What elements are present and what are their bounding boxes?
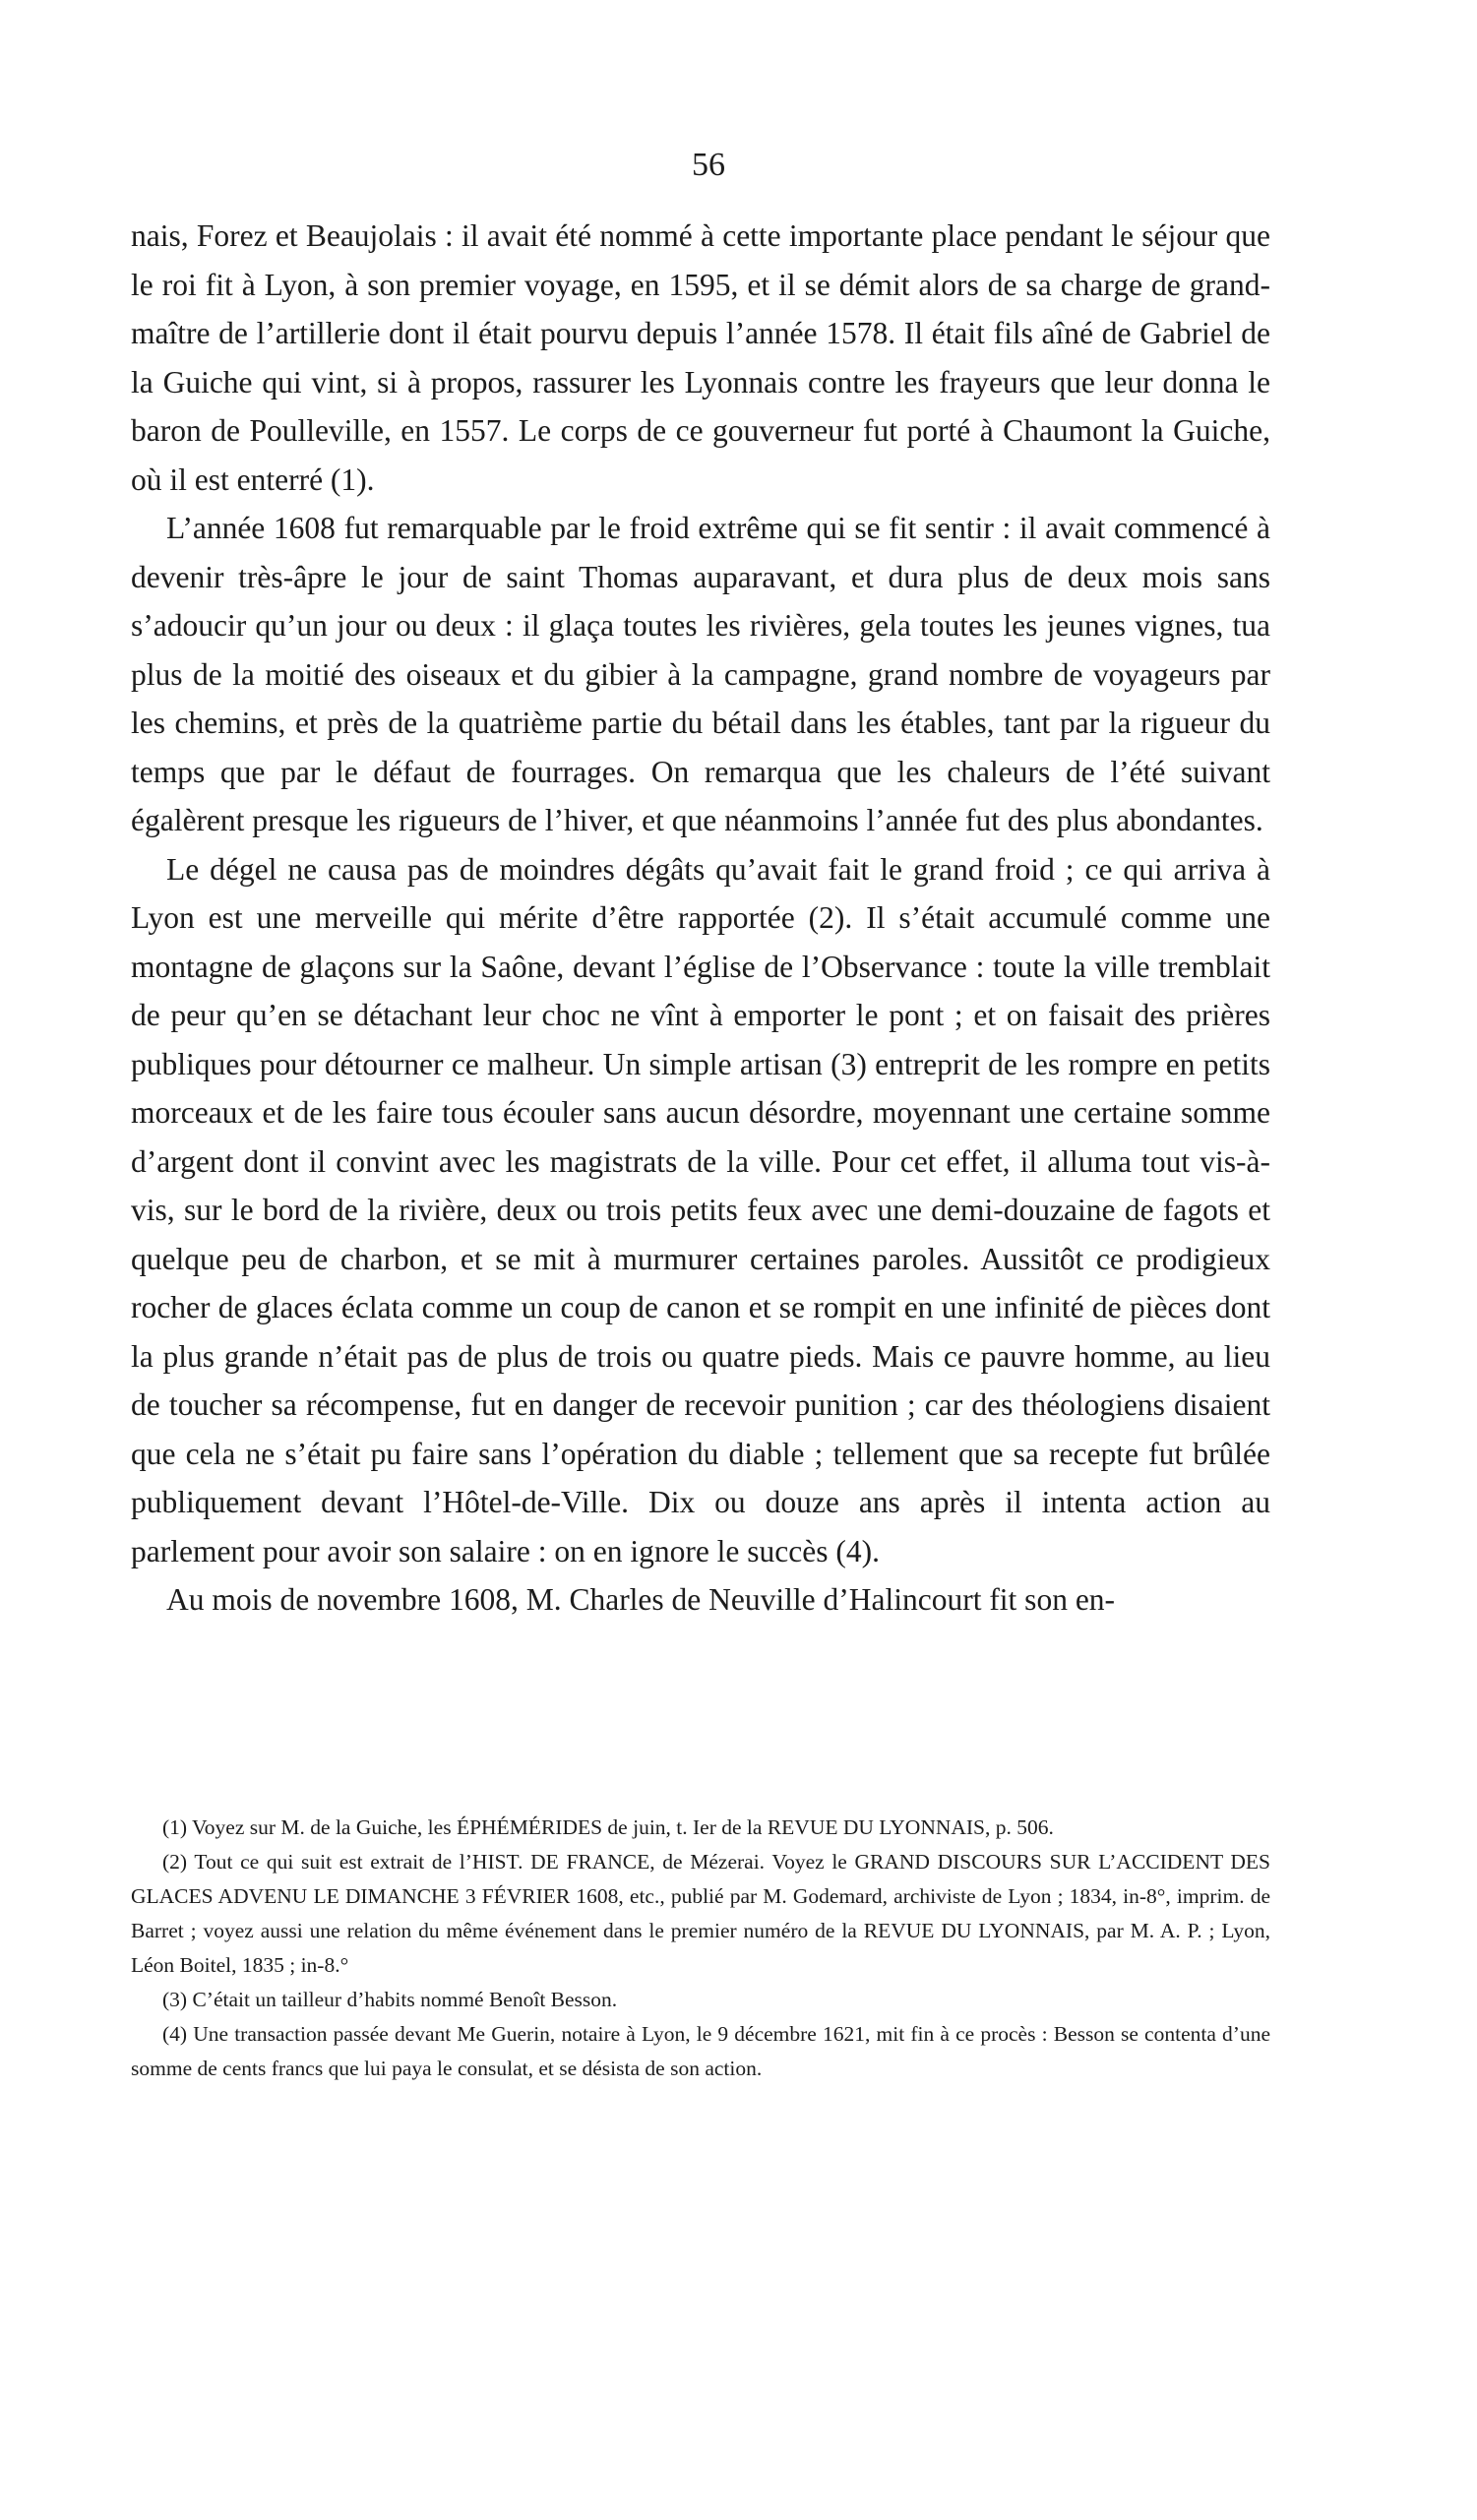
paragraph-november-1608: Au mois de novembre 1608, M. Charles de Neuville d’Halincourt fit son en-	[166, 1582, 1116, 1617]
paragraph-winter-1608: L’année 1608 fut remarquable par le froid extrême qui se fit sentir : il avait commencé à devenir très-âpre le jour de saint Thomas auparavant, et dura plus de deux mois sans s’adoucir qu’un jour ou deux : il glaça toutes les rivières, gela toutes les jeunes vignes, tua plus de la moitié des oiseaux et du gibier à la campagne, grand nombre de voyageurs par les chemins, et près de la quatrième partie du bétail dans les étables, tant par la rigueur du temps que par le défaut de fourrages. On remarqua que les chaleurs de l’été suivant égalèrent presque les rigueurs de l’hiver, et que néanmoins l’année fut des plus abondantes.	[131, 511, 1270, 837]
footnote-1: (1) Voyez sur M. de la Guiche, les ÉPHÉMÉRIDES de juin, t. Ier de la REVUE DU LYONNAIS, p. 506.	[162, 1815, 1054, 1839]
main-text	[131, 212, 1270, 1625]
footnote-4: (4) Une transaction passée devant Me Guerin, notaire à Lyon, le 9 décembre 1621, mit fin à ce procès : Besson se contenta d’une somme de cents francs que lui paya le consulat, et se désista de son action.	[131, 2022, 1270, 2080]
footnotes	[131, 1811, 1270, 2086]
footnote-3: (3) C’était un tailleur d’habits nommé Benoît Besson.	[162, 1988, 618, 2011]
paragraph-thaw: Le dégel ne causa pas de moindres dégâts qu’avait fait le grand froid ; ce qui arriva à Lyon est une merveille qui mérite d’être rapportée (2). Il s’était accumulé comme une montagne de glaçons sur la Saône, devant l’église de l’Observance : toute la ville tremblait de peur qu’en se détachant leur choc ne vînt à emporter le pont ; et on faisait des prières publiques pour détourner ce malheur. Un simple artisan (3) entreprit de les rompre en petits morceaux et de les faire tous écouler sans aucun désordre, moyennant une certaine somme d’argent dont il convint avec les magistrats de la ville. Pour cet effet, il alluma tout vis-à-vis, sur le bord de la rivière, deux ou trois petits feux avec une demi-douzaine de fagots et quelque peu de charbon, et se mit à murmurer certaines paroles. Aussitôt ce prodigieux rocher de glaces éclata comme un coup de canon et se rompit en une infinité de pièces dont la plus grande n’était pas de plus de trois ou quatre pieds. Mais ce pauvre homme, au lieu de toucher sa récompense, fut en danger de recevoir punition ; car des théologiens disaient que cela ne s’était pu faire sans l’opération du diable ; tellement que sa recepte fut brûlée publiquement devant l’Hôtel-de-Ville. Dix ou douze ans après il intenta action au parlement pour avoir son salaire : on en ignore le succès (4).	[131, 851, 1270, 1568]
page-number: 56	[692, 147, 725, 183]
footnote-2: (2) Tout ce qui suit est extrait de l’HIST. DE FRANCE, de Mézerai. Voyez le GRAND DISCOURS SUR L’ACCIDENT DES GLACES ADVENU LE DIMANCHE 3 FÉVRIER 1608, etc., publié par M. Godemard, archiviste de Lyon ; 1834, in-8°, imprim. de Barret ; voyez aussi une relation du même événement dans le premier numéro de la REVUE DU LYONNAIS, par M. A. P. ; Lyon, Léon Boitel, 1835 ; in-8.°	[131, 1850, 1270, 1977]
paragraph-continuation: nais, Forez et Beaujolais : il avait été nommé à cette importante place pendant le séjour que le roi fit à Lyon, à son premier voyage, en 1595, et il se démit alors de sa charge de grand-maître de l’artillerie dont il était pourvu depuis l’année 1578. Il était fils aîné de Gabriel de la Guiche qui vint, si à propos, rassurer les Lyonnais contre les frayeurs que leur donna le baron de Poulleville, en 1557. Le corps de ce gouverneur fut porté à Chaumont la Guiche, où il est enterré (1).	[131, 218, 1270, 497]
